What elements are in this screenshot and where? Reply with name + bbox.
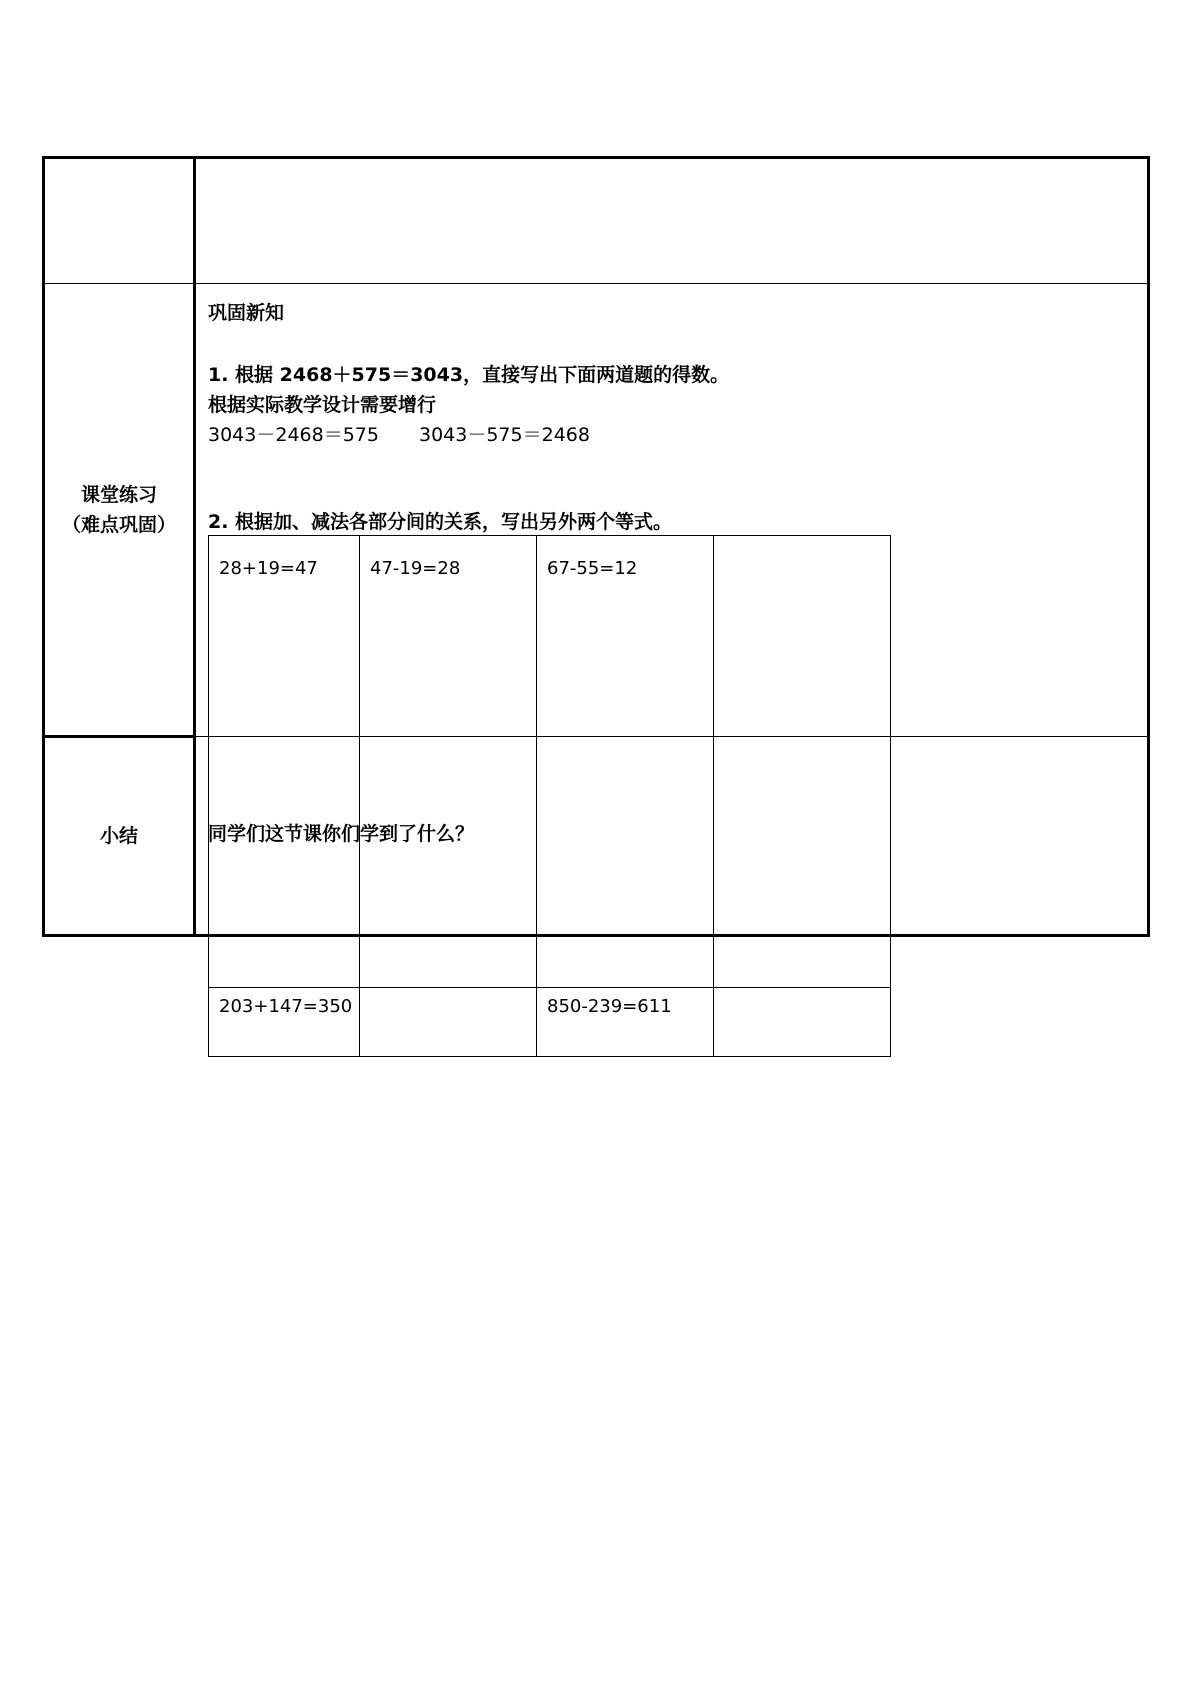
answer-blank-cell[interactable] bbox=[714, 988, 891, 1057]
summary-label-cell bbox=[44, 737, 195, 936]
equation-b: 3043－575＝2468 bbox=[418, 424, 590, 446]
practice-heading: 巩固新知 bbox=[208, 302, 285, 324]
equation-a: 3043－2468＝575 bbox=[208, 424, 379, 446]
practice-label: 课堂练习 bbox=[80, 483, 157, 506]
practice-sublabel: （难点巩固） bbox=[61, 513, 176, 536]
teaching-note: 根据实际教学设计需要增行 bbox=[208, 394, 437, 416]
equation-cell: 47-19=28 bbox=[360, 536, 537, 988]
lesson-plan-table bbox=[42, 156, 1150, 1017]
table-row-summary bbox=[44, 737, 1149, 936]
summary-label: 小结 bbox=[99, 825, 138, 847]
table-row-top bbox=[44, 158, 1149, 284]
question-2: 2. 根据加、减法各部分间的关系，写出另外两个等式。 bbox=[208, 511, 673, 533]
summary-content bbox=[208, 737, 1135, 933]
question-1: 1. 根据 2468＋575＝3043，直接写出下面两道题的得数。 bbox=[208, 364, 730, 386]
top-left-cell bbox=[44, 158, 195, 284]
top-right-cell bbox=[195, 158, 1149, 284]
summary-question: 同学们这节课你们学到了什么？ bbox=[208, 823, 475, 845]
equation-cell: 203+147=350 bbox=[209, 988, 360, 1057]
equation-cell: 67-55=12 bbox=[537, 536, 714, 988]
equation-line bbox=[208, 420, 590, 447]
equation-cell: 28+19=47 bbox=[209, 536, 360, 988]
equation-cell: 850-239=611 bbox=[537, 988, 714, 1057]
practice-label-cell bbox=[44, 284, 195, 737]
table-row bbox=[209, 988, 891, 1057]
table-row-practice bbox=[44, 284, 1149, 737]
answer-blank-cell[interactable] bbox=[360, 988, 537, 1057]
summary-content-cell bbox=[195, 737, 1149, 936]
